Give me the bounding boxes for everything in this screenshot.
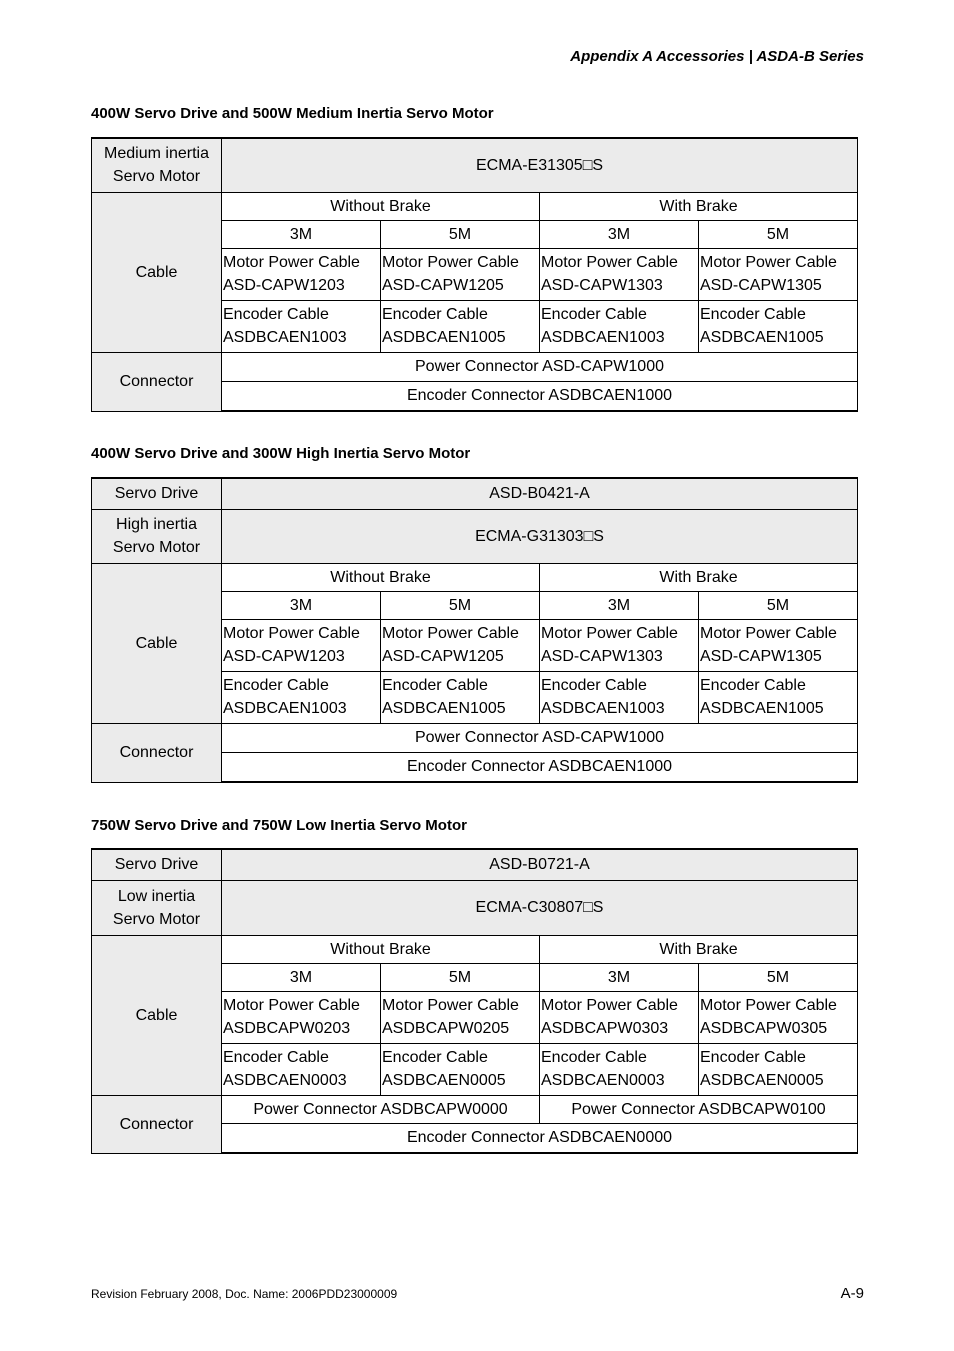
- power-cable-cell: Motor Power Cable ASDBCAPW0203: [222, 991, 381, 1043]
- encoder-cable-cell: Encoder Cable ASDBCAEN0005: [381, 1043, 540, 1095]
- power-connector-row: [92, 723, 858, 752]
- encoder-cable-cell: Encoder Cable ASDBCAEN0005: [699, 1043, 858, 1095]
- section-title: 400W Servo Drive and 300W High Inertia Servo Motor: [91, 445, 471, 462]
- with-brake-header: With Brake: [540, 192, 858, 220]
- power-cable-cell: Motor Power Cable ASD-CAPW1303: [540, 248, 699, 300]
- length-cell: 5M: [699, 220, 858, 248]
- drive-row: [92, 478, 858, 509]
- page-number: A-9: [840, 1285, 864, 1302]
- encoder-cable-cell: Encoder Cable ASDBCAEN1003: [540, 300, 699, 352]
- power-cable-cell: Motor Power Cable ASD-CAPW1303: [540, 619, 699, 671]
- page-header: Appendix A Accessories | ASDA-B Series: [570, 48, 864, 65]
- with-brake-header: With Brake: [540, 935, 858, 963]
- power-cable-cell: Motor Power Cable ASD-CAPW1205: [381, 248, 540, 300]
- with-brake-header: With Brake: [540, 563, 858, 591]
- power-connector-row: [92, 352, 858, 381]
- power-cable-cell: Motor Power Cable ASD-CAPW1305: [699, 619, 858, 671]
- footer-revision: Revision February 2008, Doc. Name: 2006PDD23000009: [91, 1287, 398, 1301]
- encoder-cable-cell: Encoder Cable ASDBCAEN0003: [222, 1043, 381, 1095]
- encoder-cable-cell: Encoder Cable ASDBCAEN0003: [540, 1043, 699, 1095]
- power-connector: Power Connector ASD-CAPW1000: [222, 352, 858, 381]
- motor-label: Low inertia Servo Motor: [92, 880, 222, 935]
- motor-row: [92, 138, 858, 192]
- motor-model: ECMA-C30807□S: [222, 880, 858, 935]
- power-cable-cell: Motor Power Cable ASD-CAPW1203: [222, 248, 381, 300]
- brake-row: [92, 563, 858, 591]
- brake-row: [92, 935, 858, 963]
- power-cable-cell: Motor Power Cable ASDBCAPW0205: [381, 991, 540, 1043]
- encoder-cable-cell: Encoder Cable ASDBCAEN1003: [222, 300, 381, 352]
- length-cell: 3M: [222, 963, 381, 991]
- power-cable-cell: Motor Power Cable ASDBCAPW0305: [699, 991, 858, 1043]
- brake-row: [92, 192, 858, 220]
- drive-model: ASD-B0721-A: [222, 849, 858, 880]
- drive-row: [92, 849, 858, 880]
- drive-label: Servo Drive: [92, 478, 222, 509]
- motor-row: [92, 880, 858, 935]
- motor-label: Medium inertia Servo Motor: [92, 138, 222, 192]
- encoder-cable-cell: Encoder Cable ASDBCAEN1003: [540, 671, 699, 723]
- encoder-cable-cell: Encoder Cable ASDBCAEN1005: [381, 300, 540, 352]
- power-connector-row: [92, 1095, 858, 1123]
- encoder-connector: Encoder Connector ASDBCAEN0000: [222, 1123, 858, 1153]
- power-cable-cell: Motor Power Cable ASD-CAPW1305: [699, 248, 858, 300]
- power-connector-without-brake: Power Connector ASDBCAPW0000: [222, 1095, 540, 1123]
- without-brake-header: Without Brake: [222, 563, 540, 591]
- length-cell: 5M: [381, 591, 540, 619]
- connector-label: Connector: [92, 1095, 222, 1153]
- drive-label: Servo Drive: [92, 849, 222, 880]
- power-cable-cell: Motor Power Cable ASDBCAPW0303: [540, 991, 699, 1043]
- length-cell: 5M: [381, 963, 540, 991]
- encoder-connector: Encoder Connector ASDBCAEN1000: [222, 752, 858, 782]
- motor-model: ECMA-E31305□S: [222, 138, 858, 192]
- cable-label: Cable: [92, 563, 222, 723]
- encoder-cable-cell: Encoder Cable ASDBCAEN1005: [699, 671, 858, 723]
- cable-label: Cable: [92, 935, 222, 1095]
- cable-label: Cable: [92, 192, 222, 352]
- length-cell: 5M: [699, 591, 858, 619]
- length-cell: 5M: [381, 220, 540, 248]
- without-brake-header: Without Brake: [222, 192, 540, 220]
- connector-label: Connector: [92, 723, 222, 782]
- encoder-connector: Encoder Connector ASDBCAEN1000: [222, 381, 858, 411]
- connector-label: Connector: [92, 352, 222, 411]
- drive-model: ASD-B0421-A: [222, 478, 858, 509]
- length-cell: 3M: [540, 963, 699, 991]
- motor-row: [92, 509, 858, 563]
- without-brake-header: Without Brake: [222, 935, 540, 963]
- section-title: 750W Servo Drive and 750W Low Inertia Servo Motor: [91, 817, 467, 834]
- section-title: 400W Servo Drive and 500W Medium Inertia Servo Motor: [91, 105, 494, 122]
- power-cable-cell: Motor Power Cable ASD-CAPW1205: [381, 619, 540, 671]
- accessory-table: [91, 477, 858, 783]
- length-cell: 5M: [699, 963, 858, 991]
- accessory-table: [91, 848, 858, 1154]
- encoder-cable-cell: Encoder Cable ASDBCAEN1005: [381, 671, 540, 723]
- length-cell: 3M: [540, 220, 699, 248]
- length-cell: 3M: [222, 591, 381, 619]
- power-cable-cell: Motor Power Cable ASD-CAPW1203: [222, 619, 381, 671]
- motor-model: ECMA-G31303□S: [222, 509, 858, 563]
- length-cell: 3M: [222, 220, 381, 248]
- encoder-cable-cell: Encoder Cable ASDBCAEN1003: [222, 671, 381, 723]
- length-cell: 3M: [540, 591, 699, 619]
- power-connector: Power Connector ASD-CAPW1000: [222, 723, 858, 752]
- power-connector-with-brake: Power Connector ASDBCAPW0100: [540, 1095, 858, 1123]
- accessory-table: [91, 137, 858, 412]
- motor-label: High inertia Servo Motor: [92, 509, 222, 563]
- encoder-cable-cell: Encoder Cable ASDBCAEN1005: [699, 300, 858, 352]
